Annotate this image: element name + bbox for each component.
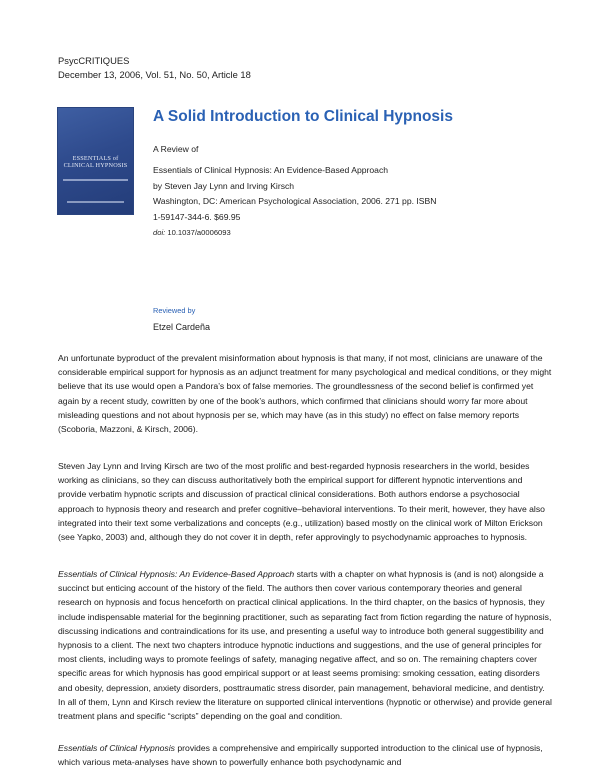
paragraph-2: Steven Jay Lynn and Irving Kirsch are two of the most prolific and best-regarded hypnosis researchers in the world, besides working as clinicians, so they can discuss authoritatively both the empirical support for different hypnotic interventions and provide verbatim hypnotic scripts and discussion of practical clinical considerations. Both authors endorse a psychosocial approach to hypnosis theory and research and prefer cognitive–behavioral interventions. To their merit, however, they have also integrated into their text some verbalizations and concepts (e.g., utilization) based mostly on the clinical work of Milton Erickson (see Yapko, 2003) and, although they do not cover it in depth, refer approvingly to psychodynamic approaches to hypnosis. (58, 461, 545, 543)
doi-label: doi: (153, 228, 166, 237)
isbn-price: 1-59147-344-6. $69.95 (153, 212, 241, 222)
article-title: A Solid Introduction to Clinical Hypnosis (153, 108, 453, 125)
paragraph-1: An unfortunate byproduct of the prevalent misinformation about hypnosis is that many, if not most, clinicians are unaware of the considerable empirical support for hypnosis as an adjunct treatment for many psychological and medical conditions, or they might believe that its use would open a Pandora’s box of false memories. The groundlessness of the second belief is confirmed yet again by a recent study, cowritten by one of the book’s authors, which confirmed that clinicians should worry far more about misleading questions and not about hypnosis per se, which may have (as in this study) no effect on false memory reports (Scoboria, Mazzoni, & Kirsch, 2006). (58, 353, 552, 435)
publisher-info: Washington, DC: American Psychological Association, 2006. 271 pp. ISBN (153, 196, 437, 206)
book-authors: by Steven Jay Lynn and Irving Kirsch (153, 181, 295, 191)
book-cover-image (57, 107, 134, 215)
cover-author-rule (67, 201, 124, 203)
cover-subtitle-rule (63, 179, 128, 181)
paragraph-3: Essentials of Clinical Hypnosis: An Evidence-Based Approach starts with a chapter on what hypnosis is (and is not) alongside a succinct but enticing account of the history of the field. The authors then cover various contemporary theories and general research on hypnosis and focus henceforth on practical clinical applications. In the third chapter, on the basics of hypnosis, they include indispensable material for the beginning practitioner, such as separating fact from fiction regarding the nature of hypnosis, discussing indications and contraindications for its use, and presenting a useful way to introduce both general suggestibility and hypnosis to a client. The next two chapters introduce hypnotic inductions and suggestions, and the use of general principles for most clients, including ways to promote feelings of safety, managing negative affect, and so on. The remaining chapters cover specific areas for which hypnosis has good empirical support or at least seems promising: smoking cessation, eating disorders and obesity, depression, anxiety disorders, posttraumatic stress disorder, pain management, behavioral medicine, and dentistry. In all of them, Lynn and Kirsch review the literature on supported clinical interventions (hypnotic or otherwise) and provide general treatment plans and specific “scripts” depending on the goal and condition. (58, 569, 552, 722)
journal-header (58, 54, 251, 82)
book-title-italic-short: Essentials of Clinical Hypnosis (58, 743, 175, 753)
book-title-italic: Essentials of Clinical Hypnosis: An Evidence-Based Approach (58, 569, 295, 579)
book-title: Essentials of Clinical Hypnosis: An Evidence-Based Approach (153, 165, 389, 175)
doi-link[interactable]: 10.1037/a0006093 (167, 228, 231, 237)
issue-citation: December 13, 2006, Vol. 51, No. 50, Article 18 (58, 69, 251, 80)
reviewer-name: Etzel Cardeña (153, 322, 211, 332)
journal-name: PsycCRITIQUES (58, 55, 130, 66)
review-of-label: A Review of (153, 144, 199, 154)
reviewed-by-label: Reviewed by (153, 306, 196, 315)
book-cover-title: ESSENTIALS of CLINICAL HYPNOSIS (63, 155, 128, 169)
doi-line (153, 228, 231, 237)
paragraph-4: Essentials of Clinical Hypnosis provides a comprehensive and empirically supported introduction to the clinical use of hypnosis, which various meta-analyses have shown to powerfully enhance both psychodynamic and (58, 743, 543, 768)
